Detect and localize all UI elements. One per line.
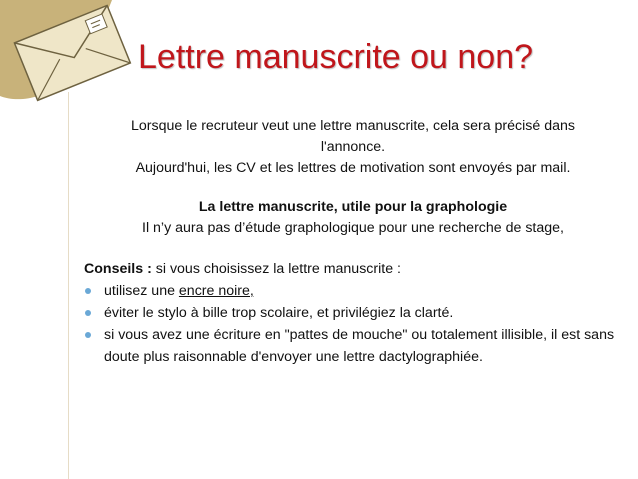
bullet-icon <box>85 310 91 316</box>
advice-list <box>84 280 622 368</box>
list-item-text: si vous avez une écriture en "pattes de mouche" ou totalement illisible, il est sans doute plus raisonnable d'envoyer une lettre dactylographiée. <box>104 327 615 365</box>
list-item-text: éviter le stylo à bille trop scolaire, et privilégiez la clarté. <box>104 305 454 321</box>
list-item-prefix: utilisez une <box>104 283 179 299</box>
list-item <box>84 302 622 324</box>
bullet-icon <box>85 332 91 338</box>
list-item-underlined: encre noire, <box>178 283 254 299</box>
envelope-icon <box>0 0 160 110</box>
list-item <box>84 280 622 302</box>
subheading-text: Il n’y aura pas d’étude graphologique pour une recherche de stage, <box>142 220 564 236</box>
intro-line-3: Aujourd'hui, les CV et les lettres de motivation sont envoyés par mail. <box>135 160 571 176</box>
left-divider-line <box>68 92 69 479</box>
intro-line-1: Lorsque le recruteur veut une lettre manuscrite, cela sera précisé dans <box>131 118 575 134</box>
bullet-icon <box>85 288 91 294</box>
slide-title: Lettre manuscrite ou non? <box>138 38 534 76</box>
intro-line-2: l'annonce. <box>320 139 386 155</box>
conseils-paragraph <box>84 259 622 280</box>
list-item <box>84 324 622 368</box>
conseils-text: si vous choisissez la lettre manuscrite : <box>151 261 401 277</box>
slide-content <box>84 116 622 368</box>
conseils-label: Conseils : <box>84 261 152 277</box>
subheading: La lettre manuscrite, utile pour la graphologie <box>198 199 508 215</box>
